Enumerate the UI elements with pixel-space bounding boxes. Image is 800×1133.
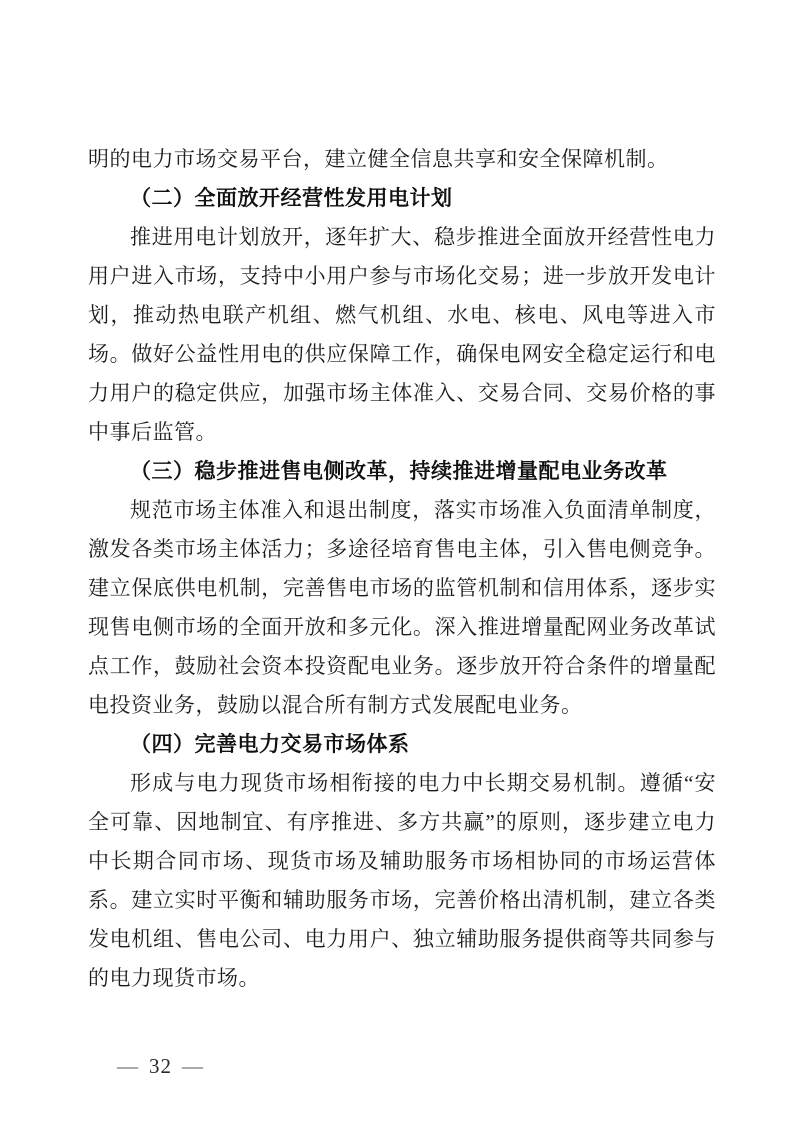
text-block (88, 140, 716, 998)
paragraph-section-4-body: 形成与电力现货市场相衔接的电力中长期交易机制。遵循“安全可靠、因地制宜、有序推进、多方共赢”的原则，逐步建立电力中长期合同市场、现货市场及辅助服务市场相协同的市场运营体系。建立实时平衡和辅助服务市场，完善价格出清机制，建立各类发电机组、售电公司、电力用户、独立辅助服务提供商等共同参与的电力现货市场。 (88, 771, 716, 990)
page-number: 32 (149, 1054, 172, 1078)
footer-dash-left: — (117, 1054, 139, 1078)
paragraph-continuation: 明的电力市场交易平台，建立健全信息共享和安全保障机制。 (88, 147, 669, 171)
paragraph-section-3-body: 规范市场主体准入和退出制度，落实市场准入负面清单制度，激发各类市场主体活力；多途径培育售电主体，引入售电侧竞争。建立保底供电机制，完善售电市场的监管机制和信用体系，逐步实现售电侧市场的全面开放和多元化。深入推进增量配网业务改革试点工作，鼓励社会资本投资配电业务。逐步放开符合条件的增量配电投资业务，鼓励以混合所有制方式发展配电业务。 (88, 498, 716, 717)
footer-dash-right: — (182, 1054, 204, 1078)
section-heading-2: （二）全面放开经营性发用电计划 (130, 187, 453, 210)
section-heading-3: （三）稳步推进售电侧改革，持续推进增量配电业务改革 (130, 460, 668, 483)
section-heading-4: （四）完善电力交易市场体系 (130, 733, 410, 756)
page-footer (92, 1021, 204, 1111)
paragraph-section-2-body: 推进用电计划放开，逐年扩大、稳步推进全面放开经营性电力用户进入市场，支持中小用户参与市场化交易；进一步放开发电计划，推动热电联产机组、燃气机组、水电、核电、风电等进入市场。做好公益性用电的供应保障工作，确保电网安全稳定运行和电力用户的稳定供应，加强市场主体准入、交易合同、交易价格的事中事后监管。 (88, 225, 716, 444)
